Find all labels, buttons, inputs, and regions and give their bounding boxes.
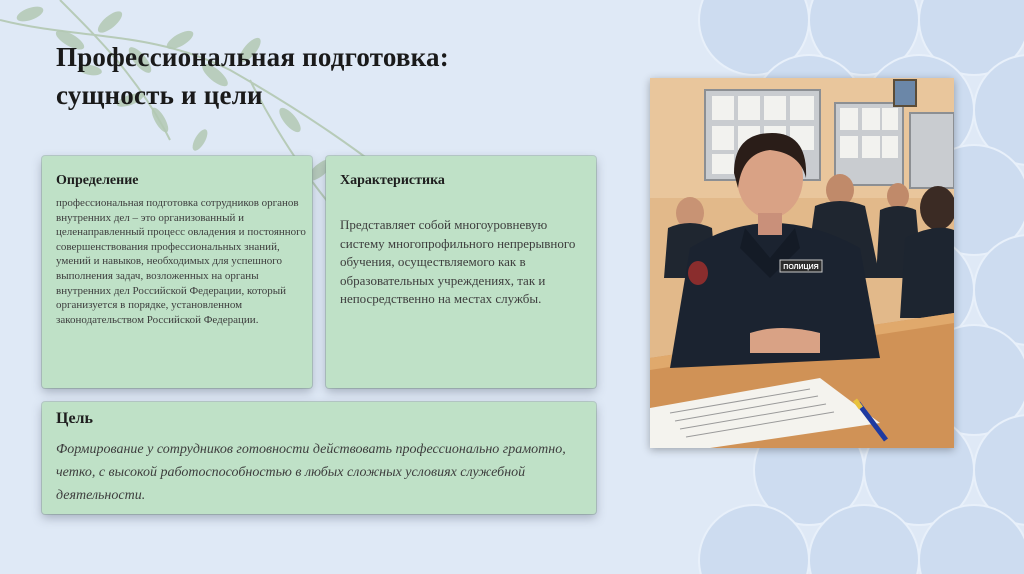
slide-title: Профессиональная подготовка: сущность и цели [56,42,449,110]
classroom-photo-illustration [650,78,954,448]
classroom-photo [650,78,954,448]
police-badge-label: ПОЛИЦИЯ [783,264,819,271]
definition-heading: Определение [56,173,139,188]
characteristic-heading: Характеристика [340,173,445,188]
characteristic-card [326,156,596,388]
goal-card [42,402,596,514]
characteristic-text: Представляет собой многоуровневую систему многопрофильного непрерывного обучения, осуществляемого как в образовательных учреждениях, так и непосредственно на местах службы. [340,217,576,306]
definition-card [42,156,312,388]
goal-heading: Цель [56,410,93,427]
definition-text: профессиональная подготовка сотрудников органов внутренних дел – это организованный и целенаправленный процесс овладения и постоянного совершенствования профессиональных знаний, умений и навыков, необходимых для успешного выполнения задач, возложенных на органы внутренних дел Российской Федерации, который организуется в порядке, установленном законодательством Российской Федерации. [56,197,306,326]
goal-text: Формирование у сотрудников готовности действовать профессионально грамотно, четко, с высокой работоспособностью в любых сложных условиях служебной деятельности. [56,442,566,503]
